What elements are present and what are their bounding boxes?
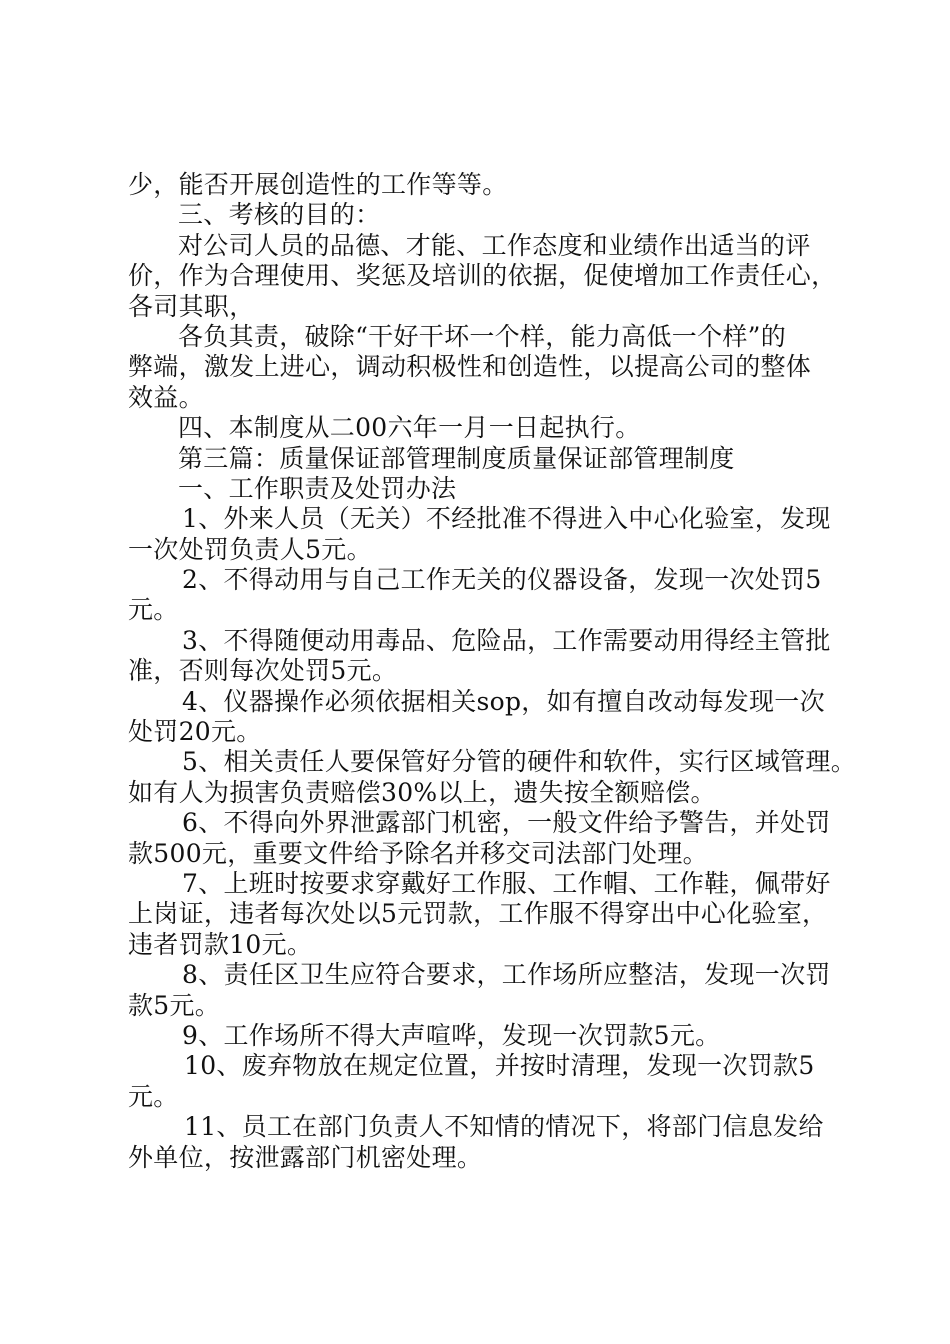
text-line: 4、仪器操作必须依据相关sop，如有擅自改动每发现一次 bbox=[182, 686, 825, 716]
text-line: 款500元，重要文件给予除名并移交司法部门处理。 bbox=[128, 838, 708, 868]
text-line: 少，能否开展创造性的工作等等。 bbox=[128, 170, 508, 199]
text-line: 9、工作场所不得大声喧哗，发现一次罚款5元。 bbox=[182, 1020, 721, 1050]
text-line: 准，否则每次处罚5元。 bbox=[128, 656, 398, 686]
text-line: 弊端，激发上进心，调动积极性和创造性，以提高公司的整体 bbox=[128, 352, 812, 382]
text-line: 处罚20元。 bbox=[128, 717, 262, 747]
text-line: 各负其责，破除“干好干坏一个样，能力高低一个样”的 bbox=[178, 321, 787, 351]
text-line: 如有人为损害负责赔偿30%以上，遗失按全额赔偿。 bbox=[128, 777, 716, 807]
text-line: 三、考核的目的： bbox=[178, 200, 381, 230]
text-line: 元。 bbox=[128, 1081, 179, 1111]
text-line: 四、本制度从二00六年一月一日起执行。 bbox=[178, 413, 641, 443]
text-line: 6、不得向外界泄露部门机密，一般文件给予警告，并处罚 bbox=[182, 808, 831, 838]
text-line: 违者罚款10元。 bbox=[128, 929, 313, 959]
text-line: 一次处罚负责人5元。 bbox=[128, 534, 372, 564]
text-line: 外单位，按泄露部门机密处理。 bbox=[128, 1142, 483, 1172]
text-line: 11、员工在部门负责人不知情的情况下，将部门信息发给 bbox=[184, 1112, 824, 1142]
text-line: 一、工作职责及处罚办法 bbox=[178, 473, 457, 503]
text-line: 元。 bbox=[128, 595, 179, 625]
text-line: 2、不得动用与自己工作无关的仪器设备，发现一次处罚5 bbox=[182, 565, 822, 595]
text-line: 款5元。 bbox=[128, 990, 221, 1020]
text-line: 8、责任区卫生应符合要求，工作场所应整洁，发现一次罚 bbox=[182, 960, 831, 990]
document-body bbox=[128, 170, 857, 1173]
text-line: 对公司人员的品德、才能、工作态度和业绩作出适当的评 bbox=[178, 230, 811, 260]
text-line: 3、不得随便动用毒品、危险品，工作需要动用得经主管批 bbox=[182, 625, 831, 655]
text-line: 1、外来人员（无关）不经批准不得进入中心化验室，发现 bbox=[182, 504, 831, 534]
text-line: 各司其职， bbox=[128, 291, 255, 321]
text-line: 10、废弃物放在规定位置，并按时清理，发现一次罚款5 bbox=[184, 1051, 815, 1081]
text-line: 5、相关责任人要保管好分管的硬件和软件，实行区域管理。 bbox=[182, 747, 857, 777]
text-line: 效益。 bbox=[128, 382, 204, 412]
text-line: 上岗证，违者每次处以5元罚款，工作服不得穿出中心化验室， bbox=[128, 899, 828, 929]
text-line: 价，作为合理使用、奖惩及培训的依据，促使增加工作责任心， bbox=[128, 261, 837, 291]
text-line: 7、上班时按要求穿戴好工作服、工作帽、工作鞋，佩带好 bbox=[182, 868, 831, 898]
text-line: 第三篇：质量保证部管理制度质量保证部管理制度 bbox=[178, 443, 735, 473]
